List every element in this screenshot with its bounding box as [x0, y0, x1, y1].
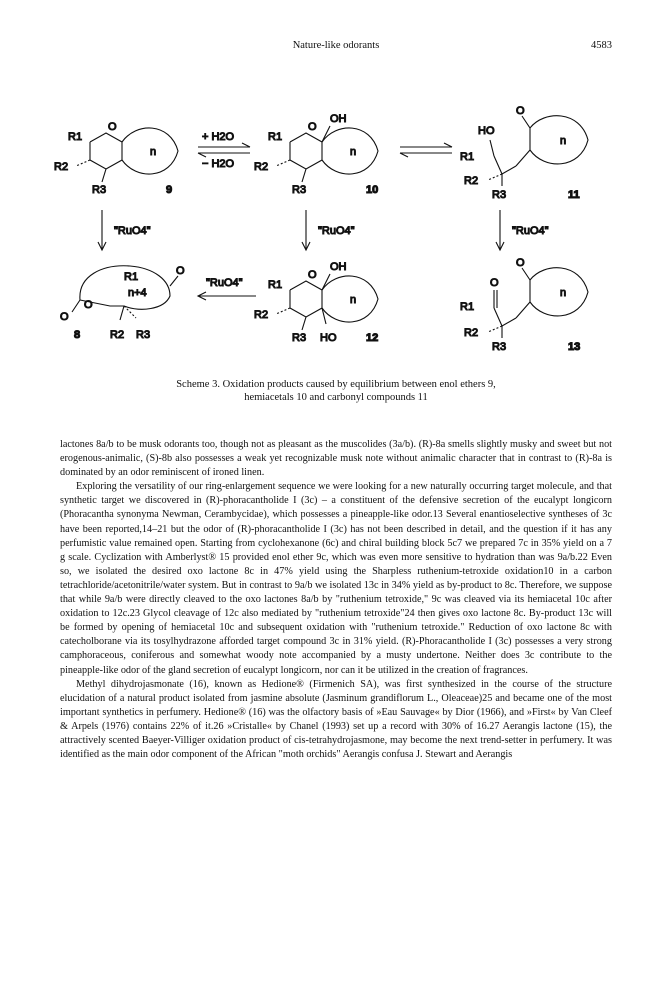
compound-10-r2: R2 [254, 161, 269, 173]
scheme-drawing [40, 100, 640, 370]
compound-9-o: O [108, 121, 117, 133]
compound-number-10: 10 [366, 184, 379, 196]
compound-13-r3: R3 [492, 341, 507, 353]
compound-9-r3: R3 [92, 184, 107, 196]
compound-8-ring-o: O [84, 299, 93, 311]
compound-12-o: O [308, 269, 317, 281]
compound-13-r1: R1 [460, 301, 475, 313]
compound-11-structure [488, 116, 588, 186]
reaction-scheme [40, 100, 640, 370]
reagent-plus-water: + H2O [202, 131, 235, 143]
compound-13-structure [488, 268, 588, 338]
oxidant-label-cleavage: "RuO4" [206, 277, 243, 289]
compound-number-12: 12 [366, 332, 379, 344]
compound-number-8: 8 [74, 329, 81, 341]
paragraph-3: Methyl dihydrojasmonate (16), known as Hedione® (Firmenich SA), was first synthesized in the course of the structure elucidation of a natural product isolated from jasmine absolute (Jasminum grandiflorum L., Oleaceae)25 and became one of the most important synthetics in perfumery. Hedione® (16) was the olfactory basis of »Eau Sauvage« by Dior (1966), and »First« by Van Cleef & Arpels (1976) contains 22% of it.26 »Cristalle« by Chanel (1993) set up a record with 30% of 16.27 Aerangis lactone (15), the attractively scented Baeyer-Villiger oxidation product of cis-tetrahydrojasmone, may become the next trend-setter in perfumery. It was identified as the main odor component of the African "moth orchids" Aerangis confusa J. Stewart and Aerangis [60, 678, 612, 761]
compound-13-r2: R2 [464, 327, 479, 339]
running-title: Nature-like odorants [292, 40, 380, 51]
compound-11-r3: R3 [492, 189, 507, 201]
compound-8-r1: R1 [124, 271, 139, 283]
page-header [0, 40, 672, 56]
compound-9-r2: R2 [54, 161, 69, 173]
compound-10-oh: OH [330, 113, 347, 125]
compound-13-ring-n: n [560, 287, 567, 299]
compound-10-r1: R1 [268, 131, 283, 143]
oxidation-arrows-down [98, 210, 504, 250]
compound-12-r2: R2 [254, 309, 269, 321]
caption-line-1: Scheme 3. Oxidation products caused by equilibrium between enol ethers 9, [176, 379, 496, 390]
compound-12-ring-n: n [350, 294, 357, 306]
compound-number-11: 11 [568, 189, 580, 201]
compound-10-ring-n: n [350, 146, 357, 158]
compound-9-ring-n: n [150, 146, 157, 158]
compound-number-13: 13 [568, 341, 581, 353]
oxidant-label-middle: "RuO4" [318, 225, 355, 237]
compound-8-keto-o: O [176, 265, 185, 277]
page-number: 4583 [591, 40, 612, 51]
body-text [60, 438, 612, 762]
compound-11-r1: R1 [460, 151, 475, 163]
compound-11-ring-n: n [560, 135, 567, 147]
caption-line-2: hemiacetals 10 and carbonyl compounds 11 [244, 392, 428, 403]
compound-8-carbonyl-o: O [60, 311, 69, 323]
compound-12-r3: R3 [292, 332, 307, 344]
compound-9-structure [76, 128, 178, 182]
paragraph-2: Exploring the versatility of our ring-enlargement sequence we were looking for a new naturally occurring target molecule, and that synthetic target we discovered in (R)-phoracantholide I (3c) – a constituent of the defensive secretion of the eucalypt longicorn (Phoracantha synonyma Newman, Cerambycidae), which possesses a pineapple-like odor.13 Several enantioselective syntheses of 3c have been reported,14–21 but the odor of (R)-phoracantholide I (3c) has not been described in detail, and the question if it has any perfumistic value remained open. Starting from cyclohexanone (6c) and chiral building block 5c7 we prepared 7c in 35% yield on a 7 g scale. Cyclization with Amberlyst® 15 provided enol ether 9c, which was even more sensitive to hydration than was 9a/b.22 Even so, we isolated the desired oxo lactone 8c in 47% yield using the Sharpless ruthenium-tetroxide oxidation10 in a carbon tetrachloride/acetonitrile/water system. But in contrast to 9a/b we isolated 13c in 34% yield as by-product to 8c. Therefore, we suppose that while 9a/b were directly cleaved to the oxo lactones 8a/b by "ruthenium tetroxide," 9c was cleaved via its hemiacetal 10c after oxidation to 12c.23 Glycol cleavage of 12c also mediated by "ruthenium tetroxide"24 then gives oxo lactone 8c. By-product 13c will be formed by opening of hemiacetal 10c and subsequent oxidation with "ruthenium tetroxide." Reduction of oxo lactone 8c with catecholborane via its tosylhydrazone afforded target compound 3c in 31% yield. (R)-Phoracantholide I (3c) possesses a very strong camphoraceous, coniferous and somewhat woody note accompanied by a musty undertone. Neither does 3c contribute to the pineapple-like odor of the gland secretion of eucalypt longicorn, nor can it be utilized in the creation of fragrances. [60, 481, 612, 676]
oxidant-label-left: "RuO4" [114, 225, 151, 237]
compound-11-o: O [516, 105, 525, 117]
compound-12-oh: OH [330, 261, 347, 273]
ring-opening-equilibrium-arrow [400, 143, 452, 157]
compound-8-ring-size: n+4 [128, 287, 147, 299]
compound-8-r2: R2 [110, 329, 125, 341]
compound-13-chain-keto-o: O [490, 277, 499, 289]
compound-10-structure [276, 126, 378, 182]
compound-12-ho: HO [320, 332, 337, 344]
paragraph-1: lactones 8a/b to be musk odorants too, though not as pleasant as the muscolides (3a/b). (R)-8a smells slightly musky and sweet but not erogenous-animalic, (S)-8b also possesses a weak yet recognizable musk note without animalic character that in contrast to (R)-8a is dominated by an odor reminiscent of ironed linen. [60, 439, 612, 479]
hydration-equilibrium-arrow [198, 143, 250, 157]
reagent-minus-water: − H2O [202, 158, 235, 170]
compound-12-r1: R1 [268, 279, 283, 291]
compound-10-o: O [308, 121, 317, 133]
compound-11-r2: R2 [464, 175, 479, 187]
compound-13-ring-keto-o: O [516, 257, 525, 269]
compound-12-structure [276, 274, 378, 330]
compound-8-r3: R3 [136, 329, 151, 341]
compound-9-r1: R1 [68, 131, 83, 143]
cleavage-arrow [198, 292, 256, 300]
oxidant-label-right: "RuO4" [512, 225, 549, 237]
scheme-caption [60, 378, 612, 404]
compound-10-r3: R3 [292, 184, 307, 196]
compound-11-ho: HO [478, 125, 495, 137]
compound-number-9: 9 [166, 184, 173, 196]
